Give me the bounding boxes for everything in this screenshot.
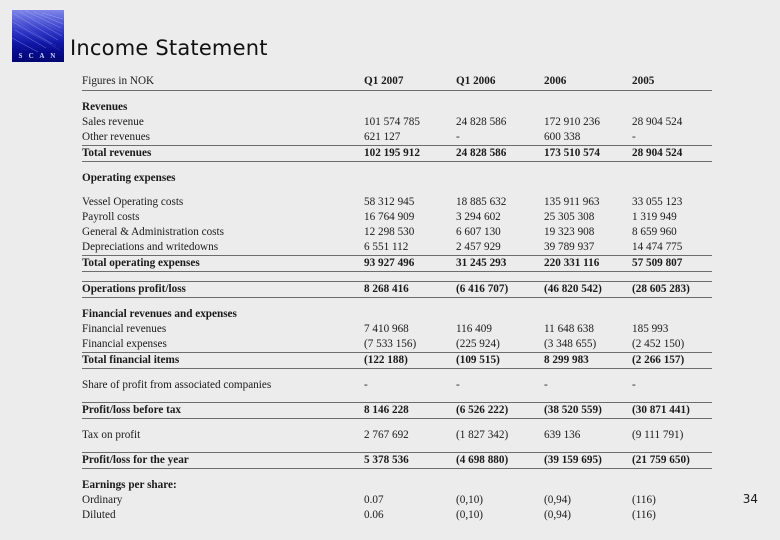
row-value-q1_2006: 2 457 929 (456, 241, 501, 253)
row-value-q1_2006: - (456, 131, 460, 143)
row-label: Earnings per share: (82, 479, 177, 491)
row-value-q1_2007: 101 574 785 (364, 116, 420, 128)
row-label: General & Administration costs (82, 226, 224, 238)
row-label: Ordinary (82, 494, 123, 506)
table-row-total-financial-items (82, 353, 712, 369)
row-value-q1_2007: 12 298 530 (364, 226, 415, 238)
income-statement-table (82, 74, 712, 523)
row-value-y2005: (9 111 791) (632, 429, 684, 441)
row-value-q1_2006: (109 515) (456, 353, 544, 369)
row-value-q1_2007: 2 767 692 (364, 429, 409, 441)
row-value-q1_2006: (225 924) (456, 338, 500, 350)
row-value-y2006: (3 348 655) (544, 338, 597, 350)
row-value-y2005: 1 319 949 (632, 211, 677, 223)
section-gap (82, 469, 712, 479)
row-value-y2006 (544, 478, 632, 493)
table-row-earnings-per-share (82, 478, 712, 493)
row-value-y2006: (0,94) (544, 494, 572, 506)
row-value-y2005: 28 904 524 (632, 116, 683, 128)
column-header-q1-2007: Q1 2007 (364, 74, 456, 91)
row-value-q1_2007: - (364, 379, 368, 391)
table-row-operations-profit-loss (82, 282, 712, 298)
row-label: Depreciations and writedowns (82, 241, 219, 253)
section-gap (82, 393, 712, 403)
row-value-y2006: 19 323 908 (544, 226, 595, 238)
row-value-q1_2006: 116 409 (456, 323, 492, 335)
spacer-cell (82, 298, 712, 308)
row-value-q1_2006 (456, 171, 544, 186)
scan-logo (12, 10, 64, 62)
section-gap (82, 419, 712, 429)
row-value-y2005: 8 659 960 (632, 226, 677, 238)
slide-header (0, 0, 780, 72)
spacer-cell (82, 393, 712, 403)
section-gap (82, 369, 712, 379)
table-row-ordinary (82, 493, 712, 508)
row-value-q1_2007: (7 533 156) (364, 338, 417, 350)
row-label: Tax on profit (82, 429, 141, 441)
table-row-revenues (82, 100, 712, 115)
row-label: Financial revenues (82, 323, 167, 335)
row-value-q1_2006: 24 828 586 (456, 146, 544, 162)
table-row-share-of-profit-from-associated-companies (82, 378, 712, 393)
spacer-cell (82, 369, 712, 379)
logo-wordmark: S C A N (18, 52, 58, 60)
section-gap (82, 272, 712, 282)
row-value-q1_2007: 7 410 968 (364, 323, 409, 335)
row-label: Sales revenue (82, 116, 144, 128)
row-label: Operations profit/loss (82, 282, 364, 298)
page-title: Income Statement (70, 36, 268, 60)
row-value-y2006: (38 520 559) (544, 403, 632, 419)
section-gap (82, 443, 712, 453)
row-value-y2005: 33 055 123 (632, 196, 683, 208)
row-value-q1_2006: (6 526 222) (456, 403, 544, 419)
section-gap (82, 162, 712, 172)
header-gap (82, 91, 712, 101)
table-header-row (82, 74, 712, 91)
row-value-y2005: 14 474 775 (632, 241, 683, 253)
row-value-q1_2007 (364, 478, 456, 493)
row-value-y2005: (21 759 650) (632, 453, 712, 469)
heading-gap (82, 186, 712, 195)
row-label: Vessel Operating costs (82, 196, 184, 208)
row-label: Operating expenses (82, 172, 176, 184)
row-value-y2006: 39 789 937 (544, 241, 595, 253)
row-value-y2006: (0,94) (544, 509, 572, 521)
row-label: Financial revenues and expenses (82, 308, 237, 320)
row-value-q1_2007: 16 764 909 (364, 211, 415, 223)
row-value-y2005: 28 904 524 (632, 146, 712, 162)
row-label: Profit/loss for the year (82, 453, 364, 469)
spacer-cell (82, 186, 712, 195)
row-label: Total revenues (82, 146, 364, 162)
row-value-y2005: 57 509 807 (632, 256, 712, 272)
row-value-q1_2006 (456, 307, 544, 322)
row-value-y2006 (544, 100, 632, 115)
table-row-total-revenues (82, 146, 712, 162)
row-value-q1_2006: (1 827 342) (456, 429, 509, 441)
row-value-q1_2006: 24 828 586 (456, 116, 507, 128)
row-value-q1_2007: 8 146 228 (364, 403, 456, 419)
row-value-y2006: - (544, 379, 548, 391)
row-label: Revenues (82, 101, 128, 113)
row-value-q1_2007: 621 127 (364, 131, 401, 143)
column-header-q1-2006: Q1 2006 (456, 74, 544, 91)
row-value-y2005: - (632, 379, 636, 391)
row-value-y2006: 639 136 (544, 429, 581, 441)
table-row-financial-revenues-and-expenses (82, 307, 712, 322)
spacer-cell (82, 443, 712, 453)
spacer-cell (82, 91, 712, 101)
row-value-q1_2006: 18 885 632 (456, 196, 507, 208)
table-row-profit-loss-for-the-year (82, 453, 712, 469)
row-value-y2006: 8 299 983 (544, 353, 632, 369)
table-row-profit-loss-before-tax (82, 403, 712, 419)
row-value-q1_2007: 93 927 496 (364, 256, 456, 272)
row-label: Other revenues (82, 131, 151, 143)
row-value-q1_2007: (122 188) (364, 353, 456, 369)
row-value-y2005 (632, 100, 712, 115)
row-value-q1_2007: 8 268 416 (364, 282, 456, 298)
row-value-y2005: (116) (632, 509, 656, 521)
row-value-y2005: - (632, 131, 636, 143)
row-value-q1_2006: 6 607 130 (456, 226, 501, 238)
spacer-cell (82, 272, 712, 282)
row-value-y2006: 600 338 (544, 131, 581, 143)
row-value-y2005: (28 605 283) (632, 282, 712, 298)
table-row-financial-revenues (82, 322, 712, 337)
table-row-total-operating-expenses (82, 256, 712, 272)
row-value-q1_2007: 58 312 945 (364, 196, 415, 208)
table-row-operating-expenses (82, 171, 712, 186)
row-value-q1_2007 (364, 100, 456, 115)
spacer-cell (82, 419, 712, 429)
row-value-y2006: 11 648 638 (544, 323, 594, 335)
table-row-sales-revenue (82, 115, 712, 130)
row-label: Profit/loss before tax (82, 403, 364, 419)
row-value-y2005 (632, 478, 712, 493)
row-value-q1_2006: (0,10) (456, 494, 484, 506)
row-value-q1_2007: 0.07 (364, 494, 384, 506)
row-value-y2006 (544, 171, 632, 186)
table-row-general-administration-costs (82, 225, 712, 240)
row-value-q1_2007 (364, 171, 456, 186)
row-value-y2006: 135 911 963 (544, 196, 600, 208)
row-value-y2005: (116) (632, 494, 656, 506)
row-value-y2006: (46 820 542) (544, 282, 632, 298)
column-header-2005: 2005 (632, 74, 712, 91)
row-value-y2005 (632, 171, 712, 186)
row-label: Total financial items (82, 353, 364, 369)
row-value-q1_2006: 31 245 293 (456, 256, 544, 272)
row-value-y2006: 220 331 116 (544, 256, 632, 272)
table-row-vessel-operating-costs (82, 195, 712, 210)
row-value-q1_2006: (6 416 707) (456, 282, 544, 298)
column-header-2006: 2006 (544, 74, 632, 91)
row-label: Financial expenses (82, 338, 167, 350)
row-value-y2006: (39 159 695) (544, 453, 632, 469)
row-value-q1_2006 (456, 478, 544, 493)
row-value-q1_2007: 5 378 536 (364, 453, 456, 469)
column-header-figures: Figures in NOK (82, 74, 364, 91)
row-value-q1_2007: 0.06 (364, 509, 384, 521)
row-value-y2006: 25 305 308 (544, 211, 595, 223)
table-row-depreciations-and-writedowns (82, 240, 712, 256)
row-value-y2005: 185 993 (632, 323, 669, 335)
spacer-cell (82, 469, 712, 479)
row-value-q1_2006: 3 294 602 (456, 211, 501, 223)
row-value-q1_2006: - (456, 379, 460, 391)
row-value-y2006 (544, 307, 632, 322)
statement-grid (82, 74, 712, 523)
row-label: Total operating expenses (82, 256, 364, 272)
row-value-y2005: (2 266 157) (632, 353, 712, 369)
row-value-q1_2007: 102 195 912 (364, 146, 456, 162)
table-row-financial-expenses (82, 337, 712, 353)
table-row-diluted (82, 508, 712, 523)
row-value-y2005 (632, 307, 712, 322)
row-value-y2005: (30 871 441) (632, 403, 712, 419)
row-value-q1_2006 (456, 100, 544, 115)
row-value-q1_2007: 6 551 112 (364, 241, 409, 253)
table-row-other-revenues (82, 130, 712, 146)
table-row-tax-on-profit (82, 428, 712, 443)
row-value-q1_2006: (4 698 880) (456, 453, 544, 469)
row-value-q1_2007 (364, 307, 456, 322)
row-value-q1_2006: (0,10) (456, 509, 484, 521)
section-gap (82, 298, 712, 308)
row-label: Share of profit from associated companies (82, 379, 272, 391)
row-value-y2006: 172 910 236 (544, 116, 600, 128)
slide-page-number: 34 (742, 492, 758, 506)
row-value-y2005: (2 452 150) (632, 338, 685, 350)
row-label: Diluted (82, 509, 116, 521)
row-label: Payroll costs (82, 211, 140, 223)
row-value-y2006: 173 510 574 (544, 146, 632, 162)
spacer-cell (82, 162, 712, 172)
table-row-payroll-costs (82, 210, 712, 225)
